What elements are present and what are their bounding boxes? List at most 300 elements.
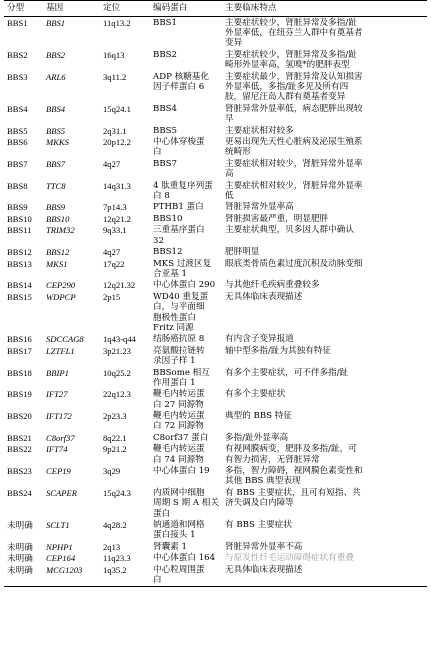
features-cell-line: 低 — [225, 190, 234, 201]
protein-cell-line: 白，与平面细 — [153, 302, 205, 313]
locus-cell — [100, 247, 150, 258]
protein-cell — [150, 103, 222, 125]
table-row — [4, 291, 427, 333]
gene-cell-line: CEP164 — [46, 553, 76, 564]
type-cell-line: BBS11 — [7, 225, 32, 236]
features-cell-line: 多指，智力障碍，视网膜色素变性和 — [225, 466, 363, 477]
features-cell-line: 主要症状最少，肾脏异常及认知损害 — [225, 71, 363, 82]
type-cell — [4, 202, 43, 213]
locus-cell-line: 8q22.1 — [103, 432, 127, 443]
locus-cell-line: 10q25.2 — [103, 367, 131, 378]
features-cell-line: 无具体临床表现描述 — [225, 564, 303, 575]
locus-cell — [100, 158, 150, 180]
type-cell-line: BBS23 — [7, 466, 32, 477]
type-cell-line: BBS17 — [7, 345, 32, 356]
gene-cell-line: SCLT1 — [46, 520, 70, 531]
locus-cell — [100, 466, 150, 488]
table-row — [4, 225, 427, 247]
gene-cell-line: LZTFL1 — [46, 345, 75, 356]
protein-cell-line: MKS 过渡区复 — [153, 258, 212, 269]
gene-cell — [43, 225, 100, 247]
type-cell — [4, 103, 43, 125]
locus-cell-line: 4q28.2 — [103, 520, 127, 531]
type-cell-line: BBS12 — [7, 247, 32, 258]
protein-cell-line: BBS1 — [153, 17, 177, 28]
locus-cell — [100, 432, 150, 443]
features-cell — [222, 158, 427, 180]
protein-cell-line: 鞭毛内转运蛋 — [153, 411, 205, 422]
protein-cell-line: BBS7 — [153, 158, 177, 169]
protein-cell — [150, 202, 222, 213]
type-cell — [4, 137, 43, 159]
protein-cell-line: 4 肽重复序列蛋 — [153, 180, 213, 191]
table-row — [4, 345, 427, 367]
table-row — [4, 487, 427, 519]
locus-cell-line: 4q27 — [103, 158, 121, 169]
table-row — [4, 49, 427, 71]
features-cell-line: 其他 BBS 典型表现 — [225, 476, 301, 487]
features-cell — [222, 444, 427, 466]
locus-cell-line: 9q33.1 — [103, 225, 127, 236]
protein-cell-line: BBS4 — [153, 103, 177, 114]
gene-cell — [43, 213, 100, 224]
features-cell-line: 有多个主要症状，可不伴多指/趾 — [225, 367, 349, 378]
gene-cell — [43, 202, 100, 213]
locus-cell — [100, 291, 150, 333]
protein-cell-line: BBS2 — [153, 49, 177, 60]
protein-cell-line: 三重基序蛋白 — [153, 225, 205, 236]
protein-cell — [150, 180, 222, 202]
features-cell-line: 眼底类骨质色素过度沉积及动脉变细 — [225, 258, 363, 269]
locus-cell-line: 7p14.3 — [103, 202, 127, 213]
features-cell-line: 早 — [225, 114, 234, 125]
gene-cell — [43, 541, 100, 552]
features-cell-line: 有视网膜病变，肥胖及多指/趾，可 — [225, 444, 357, 455]
features-cell-line: 变异 — [225, 38, 243, 49]
type-cell-line: BBS6 — [7, 137, 28, 148]
features-cell-line: 更易出现先天性心脏病及泌尿生殖系 — [225, 137, 363, 148]
type-cell-line: BBS16 — [7, 334, 32, 345]
type-cell-line: BBS13 — [7, 258, 32, 269]
type-cell — [4, 466, 43, 488]
gene-cell — [43, 367, 100, 389]
features-cell — [222, 17, 427, 50]
protein-cell-line: BBSome 相互 — [153, 367, 210, 378]
features-cell — [222, 247, 427, 258]
protein-cell-line: 因子样蛋白 6 — [153, 82, 205, 93]
locus-cell-line: 1q35.2 — [103, 564, 127, 575]
protein-cell-line: BBS5 — [153, 125, 177, 136]
locus-cell — [100, 444, 150, 466]
features-cell — [222, 432, 427, 443]
type-cell — [4, 334, 43, 345]
locus-cell — [100, 564, 150, 586]
features-cell-line: 肥胖明显 — [225, 247, 260, 258]
protein-cell — [150, 466, 222, 488]
locus-cell-line: 9p21.2 — [103, 444, 127, 455]
features-cell-line: 外显率低，多指/趾多见及所有四 — [225, 82, 349, 93]
features-cell-line: 肢，留尼汪岛人群有奠基者变异 — [225, 92, 346, 103]
type-cell — [4, 367, 43, 389]
features-cell-line: 有 BBS 主要症状 — [225, 520, 292, 531]
table-row — [4, 553, 427, 564]
protein-cell — [150, 17, 222, 50]
features-cell-line: 有智力损害，无肾脏异常 — [225, 454, 320, 465]
locus-cell — [100, 103, 150, 125]
type-cell-line: BBS21 — [7, 432, 32, 443]
type-cell-line: 未明确 — [7, 541, 33, 552]
gene-cell — [43, 71, 100, 103]
features-cell — [222, 225, 427, 247]
features-cell-line: 多指/趾外显率高 — [225, 432, 289, 443]
type-cell-line: BBS4 — [7, 103, 28, 114]
features-cell — [222, 180, 427, 202]
protein-cell-line: 周期 S 期 A 相关 — [153, 498, 219, 509]
gene-cell — [43, 334, 100, 345]
locus-cell-line: 1q43-q44 — [103, 334, 136, 345]
locus-cell-line: 3p21.23 — [103, 345, 131, 356]
table-row — [4, 541, 427, 552]
type-cell — [4, 49, 43, 71]
features-cell-line: 主要症状相对较少，肾脏异常外显率 — [225, 180, 363, 191]
gene-cell-line: WDPCP — [46, 291, 76, 302]
gene-cell — [43, 49, 100, 71]
features-cell — [222, 291, 427, 333]
gene-cell — [43, 137, 100, 159]
gene-cell-line: BBS4 — [46, 103, 66, 114]
type-cell — [4, 247, 43, 258]
protein-cell — [150, 389, 222, 411]
protein-cell-line: 钠通道和网格 — [153, 520, 205, 531]
gene-cell-line: MKS1 — [46, 258, 68, 269]
table-row — [4, 103, 427, 125]
features-cell-line: 有多个主要症状 — [225, 389, 286, 400]
protein-cell-line: 结肠癌抗原 8 — [153, 334, 205, 345]
type-cell — [4, 213, 43, 224]
features-cell-line: 无具体临床表现描述 — [225, 291, 303, 302]
type-cell-line: BBS7 — [7, 158, 28, 169]
header-row — [4, 1, 427, 17]
features-cell — [222, 541, 427, 552]
gene-cell — [43, 444, 100, 466]
features-cell — [222, 71, 427, 103]
protein-cell — [150, 432, 222, 443]
type-cell-line: BBS24 — [7, 487, 32, 498]
locus-cell — [100, 137, 150, 159]
gene-cell-line: IFT74 — [46, 444, 68, 455]
table-row — [4, 280, 427, 291]
gene-cell-line: IFT172 — [46, 411, 72, 422]
locus-cell-line: 3q29 — [103, 466, 121, 477]
table-row — [4, 432, 427, 443]
gene-cell-line: BBS2 — [46, 49, 66, 60]
protein-cell-line: 鞭毛内转运蛋 — [153, 389, 205, 400]
features-cell — [222, 258, 427, 280]
features-cell — [222, 553, 427, 564]
features-cell-line: 统畸形 — [225, 147, 251, 158]
locus-cell-line: 22q12.3 — [103, 389, 131, 400]
type-cell-line: 未明确 — [7, 520, 33, 531]
type-cell — [4, 258, 43, 280]
table-row — [4, 17, 427, 50]
table-row — [4, 444, 427, 466]
locus-cell-line: 15q24.1 — [103, 103, 131, 114]
protein-cell-line: BBS12 — [153, 247, 183, 258]
locus-cell — [100, 541, 150, 552]
locus-cell-line: 12q21.2 — [103, 213, 131, 224]
protein-cell — [150, 258, 222, 280]
protein-cell — [150, 345, 222, 367]
locus-cell — [100, 17, 150, 50]
locus-cell-line: 16q13 — [103, 49, 125, 60]
type-cell — [4, 389, 43, 411]
locus-cell — [100, 553, 150, 564]
locus-cell-line: 2q13 — [103, 541, 121, 552]
type-cell — [4, 158, 43, 180]
features-cell — [222, 103, 427, 125]
gene-cell-line: CEP290 — [46, 280, 76, 291]
type-cell — [4, 541, 43, 552]
gene-cell — [43, 125, 100, 136]
locus-cell-line: 2q31.1 — [103, 125, 127, 136]
table-row — [4, 389, 427, 411]
features-cell — [222, 202, 427, 213]
gene-cell — [43, 345, 100, 367]
protein-cell-line: 中心体蛋白 19 — [153, 466, 210, 477]
protein-cell-line: 白 72 同源物 — [153, 421, 204, 432]
type-cell-line: BBS15 — [7, 291, 32, 302]
features-cell — [222, 519, 427, 541]
locus-cell-line: 11q13.2 — [103, 17, 131, 28]
table-row — [4, 519, 427, 541]
protein-cell-line: 白 — [153, 147, 162, 158]
gene-cell — [43, 158, 100, 180]
locus-cell — [100, 389, 150, 411]
table-row — [4, 367, 427, 389]
type-cell — [4, 432, 43, 443]
protein-cell-line: 中心体蛋白 290 — [153, 280, 216, 291]
protein-cell-line: WD40 重复蛋 — [153, 291, 209, 302]
features-cell — [222, 367, 427, 389]
protein-cell — [150, 137, 222, 159]
features-cell — [222, 345, 427, 367]
features-cell-line: 主要症状较少，肾脏异常及多指/趾 — [225, 17, 357, 28]
protein-cell — [150, 213, 222, 224]
features-cell — [222, 334, 427, 345]
locus-cell — [100, 280, 150, 291]
type-cell-line: BBS3 — [7, 71, 28, 82]
protein-cell — [150, 225, 222, 247]
gene-cell — [43, 466, 100, 488]
locus-cell-line: 20p12.2 — [103, 137, 131, 148]
gene-cell — [43, 17, 100, 50]
protein-cell — [150, 247, 222, 258]
protein-cell — [150, 411, 222, 433]
table-row — [4, 334, 427, 345]
features-cell — [222, 280, 427, 291]
type-cell-line: BBS2 — [7, 49, 28, 60]
gene-cell-line: BBS12 — [46, 247, 70, 258]
gene-cell — [43, 553, 100, 564]
locus-cell — [100, 367, 150, 389]
features-cell-line: 肾脏异常外显率低，病态肥胖出现较 — [225, 103, 363, 114]
gene-cell-line: CEP19 — [46, 466, 71, 477]
locus-cell-line: 12q21.32 — [103, 280, 136, 291]
locus-cell-line: 2p15 — [103, 291, 121, 302]
features-cell-line: 与其他纤毛疾病重叠较多 — [225, 280, 320, 291]
protein-cell-line: 中心体蛋白 164 — [153, 553, 216, 564]
locus-cell — [100, 225, 150, 247]
protein-cell-line: 白 74 同源物 — [153, 454, 204, 465]
type-cell-line: BBS22 — [7, 444, 32, 455]
header-gene: 基因 — [43, 1, 100, 17]
gene-cell — [43, 247, 100, 258]
protein-cell-line: 肾囊素 1 — [153, 541, 187, 552]
protein-cell-line: 蛋白 — [153, 508, 171, 519]
features-cell — [222, 213, 427, 224]
gene-cell-line: SCAPER — [46, 487, 78, 498]
protein-cell-line: 32 — [153, 235, 164, 246]
type-cell-line: BBS19 — [7, 389, 32, 400]
gene-cell-line: ARL6 — [46, 71, 66, 82]
protein-cell-line: 亮氨酸拉链转 — [153, 345, 205, 356]
type-cell-line: BBS5 — [7, 125, 28, 136]
type-cell — [4, 180, 43, 202]
gene-cell — [43, 487, 100, 519]
features-cell-line: 轴中型多指/趾为其独有特征 — [225, 345, 332, 356]
gene-cell-line: BBIP1 — [46, 367, 69, 378]
protein-cell — [150, 553, 222, 564]
protein-cell-line: PTHB1 蛋白 — [153, 202, 204, 213]
features-cell-line: 典型的 BBS 特征 — [225, 411, 292, 422]
gene-cell-line: BBS5 — [46, 125, 66, 136]
protein-cell — [150, 334, 222, 345]
table-row — [4, 137, 427, 159]
type-cell-line: BBS14 — [7, 280, 32, 291]
locus-cell — [100, 411, 150, 433]
gene-cell — [43, 291, 100, 333]
locus-cell — [100, 180, 150, 202]
gene-cell-line: MKKS — [46, 137, 69, 148]
type-cell — [4, 564, 43, 586]
protein-cell-line: 中心粒周围蛋 — [153, 564, 205, 575]
table-body — [4, 17, 427, 587]
table-row — [4, 202, 427, 213]
gene-cell — [43, 180, 100, 202]
type-cell-line: 未明确 — [7, 553, 33, 564]
locus-cell — [100, 334, 150, 345]
gene-cell — [43, 564, 100, 586]
protein-cell-line: 胞极性蛋白 — [153, 312, 196, 323]
features-cell-line: 有 BBS 主要症状，且可有短指、共 — [225, 487, 361, 498]
gene-cell — [43, 280, 100, 291]
table-row — [4, 180, 427, 202]
gene-cell-line: BBS1 — [46, 17, 66, 28]
type-cell — [4, 71, 43, 103]
features-cell-line: 外显率低，在纽芬兰人群中有奠基者 — [225, 28, 363, 39]
protein-cell — [150, 158, 222, 180]
protein-cell — [150, 280, 222, 291]
protein-cell-line: C8orf37 蛋白 — [153, 432, 209, 443]
features-cell-line: 肾脏损害最严重，明显肥胖 — [225, 213, 329, 224]
features-cell-line: 肾脏异常外显率高 — [225, 202, 294, 213]
type-cell-line: 未明确 — [7, 564, 33, 575]
header-locus: 定位 — [100, 1, 150, 17]
gene-cell-line: IFT27 — [46, 389, 68, 400]
protein-cell-line: 内质网中细胞 — [153, 487, 205, 498]
protein-cell — [150, 291, 222, 333]
locus-cell-line: 14q31.3 — [103, 180, 131, 191]
locus-cell-line: 11q23.3 — [103, 553, 131, 564]
table-row — [4, 466, 427, 488]
protein-cell-line: 合亚基 1 — [153, 268, 187, 279]
protein-cell-line: BBS10 — [153, 213, 183, 224]
gene-cell-line: MCG1203 — [46, 564, 83, 575]
header-type: 分型 — [4, 1, 43, 17]
locus-cell-line: 4q27 — [103, 247, 121, 258]
type-cell-line: BBS10 — [7, 213, 32, 224]
type-cell — [4, 225, 43, 247]
table-row — [4, 411, 427, 433]
gene-cell — [43, 389, 100, 411]
gene-cell — [43, 258, 100, 280]
gene-cell-line: TRIM32 — [46, 225, 75, 236]
features-cell-line: 主要症状相对较多 — [225, 125, 294, 136]
type-cell — [4, 125, 43, 136]
type-cell-line: BBS18 — [7, 367, 32, 378]
locus-cell — [100, 258, 150, 280]
features-cell-line: 主要症状较少，肾脏异常及多指/趾 — [225, 49, 357, 60]
protein-cell — [150, 125, 222, 136]
features-cell-line: 与原发性纤毛运动障碍症状有重叠 — [225, 553, 354, 564]
gene-cell-line: C8orf37 — [46, 432, 75, 443]
type-cell-line: BBS1 — [7, 17, 28, 28]
gene-cell-line: BBS9 — [46, 202, 66, 213]
features-cell — [222, 389, 427, 411]
type-cell — [4, 553, 43, 564]
type-cell — [4, 291, 43, 333]
features-cell — [222, 125, 427, 136]
features-cell — [222, 49, 427, 71]
type-cell — [4, 411, 43, 433]
locus-cell — [100, 49, 150, 71]
features-cell-line: 畸形外显率高，氢嗅*的肥胖表型 — [225, 60, 350, 71]
gene-cell-line: SDCCAG8 — [46, 334, 84, 345]
locus-cell — [100, 202, 150, 213]
table-row — [4, 71, 427, 103]
header-protein: 编码蛋白 — [150, 1, 222, 17]
bbs-gene-table — [4, 0, 427, 587]
header-features: 主要临床特点 — [222, 1, 427, 17]
gene-cell-line: BBS10 — [46, 213, 70, 224]
gene-cell — [43, 103, 100, 125]
protein-cell — [150, 487, 222, 519]
locus-cell — [100, 345, 150, 367]
features-cell — [222, 487, 427, 519]
protein-cell-line: 白 27 同源物 — [153, 399, 204, 410]
features-cell-line: 主要症状相对较少，肾脏异常外显率 — [225, 158, 363, 169]
protein-cell-line: Fritz 同源 — [153, 322, 194, 333]
gene-cell-line: BBS7 — [46, 158, 66, 169]
type-cell — [4, 345, 43, 367]
protein-cell-line: 中心体穿梭蛋 — [153, 137, 205, 148]
protein-cell — [150, 444, 222, 466]
table-row — [4, 125, 427, 136]
features-cell — [222, 137, 427, 159]
type-cell — [4, 17, 43, 50]
protein-cell — [150, 367, 222, 389]
table-row — [4, 158, 427, 180]
